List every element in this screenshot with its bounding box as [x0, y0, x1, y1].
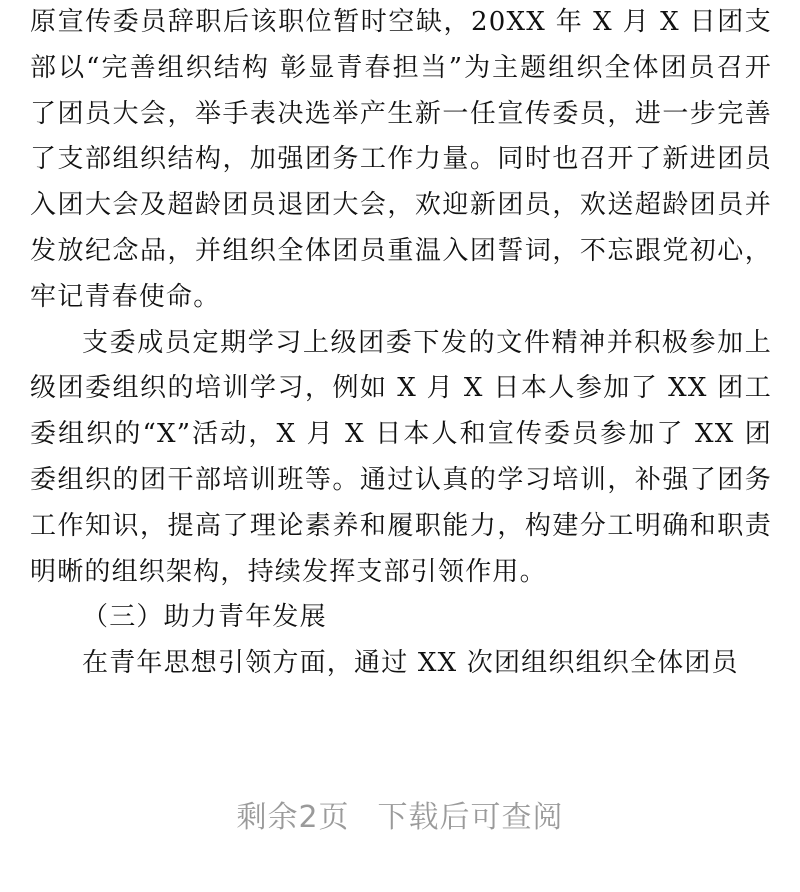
- paragraph-youth-guidance: 在青年思想引领方面，通过 XX 次团组织组织全体团员: [82, 648, 739, 679]
- download-to-view-label: 下载后可查阅: [377, 800, 564, 835]
- section-heading: （三）助力青年发展: [82, 602, 327, 633]
- paragraph-organization-meeting: 原宣传委员辞职后该职位暂时空缺，20XX 年 X 月 X 日团支部以“完善组织结构 彰显青春担当”为主题组织全体团员召开了团员大会，举手表决选举产生新一任宣传委员，进一步完善了支部组织结构，加强团务工作力量。同时也召开了新进团员入团大会及超龄团员退团大会，欢迎新团员，欢送超龄团员并发放纪念品，并组织全体团员重温入团誓词，不忘跟党初心，牢记青春使命。: [30, 7, 772, 312]
- remaining-pages-label: 剩余2页: [236, 800, 350, 835]
- download-prompt[interactable]: [0, 792, 800, 836]
- document-body: [30, 0, 772, 687]
- paragraph-training-study: 支委成员定期学习上级团委下发的文件精神并积极参加上级团委组织的培训学习，例如 X 月 X 日本人参加了 XX 团工委组织的“X”活动，X 月 X 日本人和宣传委员参加了 XX 团委组织的团干部培训班等。通过认真的学习培训，补强了团务工作知识，提高了理论素养和履职能力，构建分工明确和职责明晰的组织架构，持续发挥支部引领作用。: [30, 327, 772, 587]
